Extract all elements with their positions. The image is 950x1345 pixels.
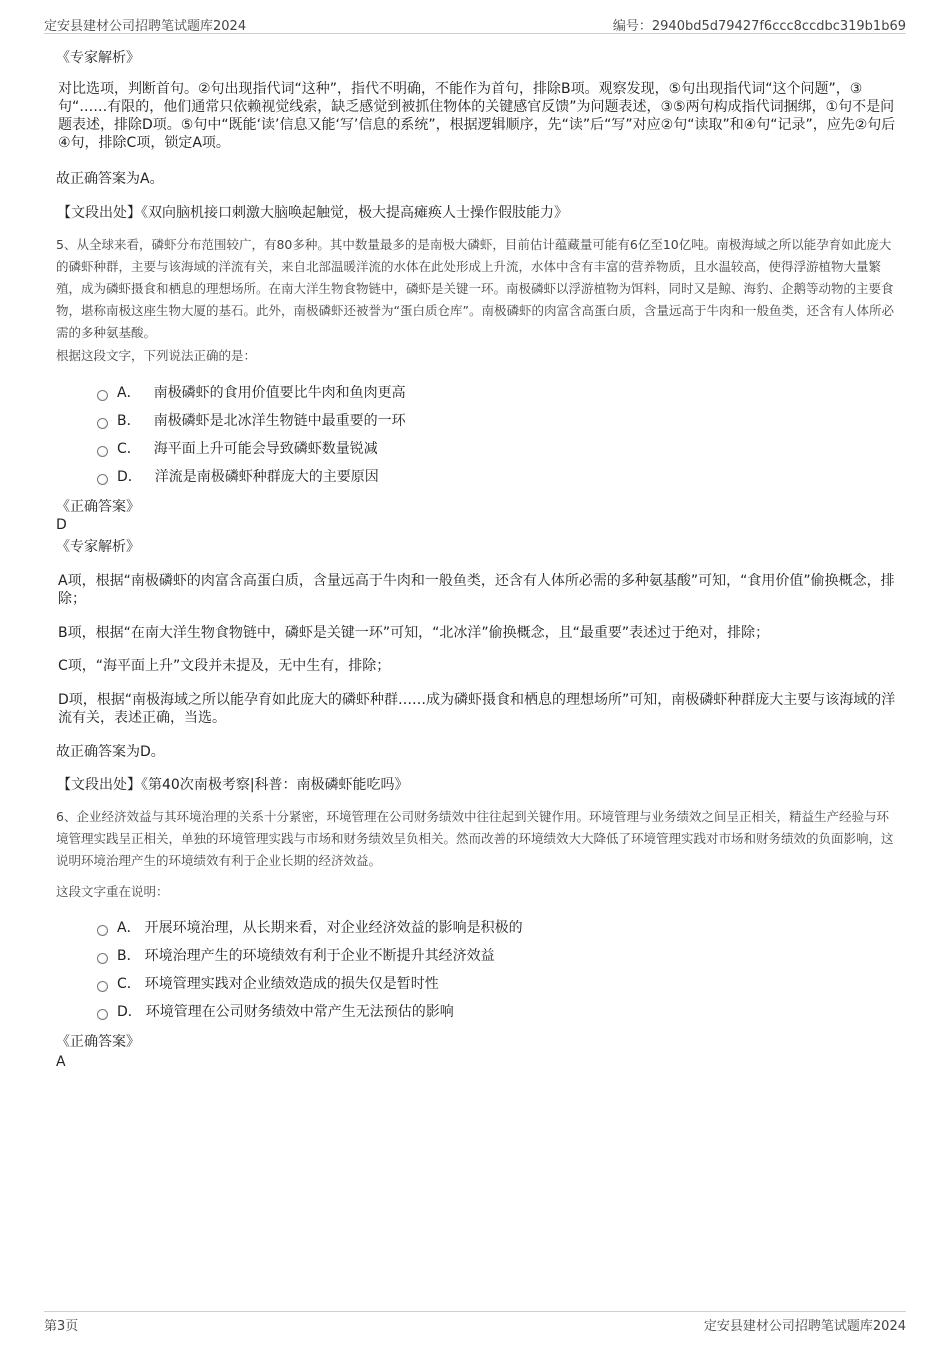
- q5-source: 【文段出处】《第40次南极考察|科普：南极磷虾能吃吗》: [57, 777, 409, 793]
- header-title: 定安县建材公司招聘笔试题库2024: [44, 19, 247, 34]
- radio-icon[interactable]: [97, 446, 108, 457]
- q6-answer: A: [56, 1054, 66, 1070]
- radio-icon[interactable]: [97, 390, 108, 401]
- q5-question: 根据这段文字，下列说法正确的是：: [56, 348, 257, 363]
- q4-source: 【文段出处】《双向脑机接口刺激大脑唤起触觉，极大提高瘫痪人士操作假肢能力》: [57, 205, 568, 221]
- page-footer: [44, 1311, 906, 1332]
- q6-stem: 6、企业经济效益与其环境治理的关系十分紧密，环境管理在公司财务绩效中往往起到关键作用。环境管理与业务绩效之间呈正相关，精益生产经验与环境管理实践呈正相关，单独的环境管理实践与市场和财务绩效呈负相关。然而改善的环境绩效大大降低了环境管理实践对市场和财务绩效的负面影响，这说明环境治理产生的环境绩效有利于企业长期的经济效益。: [56, 809, 894, 868]
- option-text: 南极磷虾是北冰洋生物链中最重要的一环: [153, 413, 406, 429]
- q5-answer-label: 《正确答案》: [56, 499, 140, 515]
- option-text: 环境管理在公司财务绩效中常产生无法预估的影响: [145, 1004, 454, 1020]
- option-text: 洋流是南极磷虾种群庞大的主要原因: [154, 469, 379, 485]
- q4-expert-label: 《专家解析》: [56, 50, 140, 66]
- q5-conclusion: 故正确答案为D。: [56, 744, 165, 760]
- q5-stem: 5、从全球来看，磷虾分布范围较广，有80多种。其中数量最多的是南极大磷虾，目前估计蕴藏量可能有6亿至10亿吨。南极海域之所以能孕育如此庞大的磷虾种群，主要与该海域的洋流有关，来自北部温暖洋流的水体在此处形成上升流，水体中含有丰富的营养物质，且水温较高，使得浮游植物大量繁殖，成为磷虾摄食和栖息的理想场所。在南大洋生物食物链中，磷虾是关键一环。南极磷虾以浮游植物为饵料，同时又是鲸、海豹、企鹅等动物的主要食物，堪称南极这座生物大厦的基石。此外，南极磷虾还被誉为“蛋白质仓库”。南极磷虾的肉富含高蛋白质，含量远高于牛肉和一般鱼类，还含有人体所必需的多种氨基酸。: [56, 237, 894, 340]
- q6-option-c[interactable]: [97, 974, 439, 994]
- option-text: 开展环境治理，从长期来看，对企业经济效益的影响是积极的: [144, 920, 523, 936]
- q5-expert-label: 《专家解析》: [56, 539, 140, 555]
- radio-icon[interactable]: [97, 474, 108, 485]
- radio-icon[interactable]: [97, 981, 108, 992]
- option-letter: B．: [117, 948, 141, 964]
- q5-option-a[interactable]: [97, 383, 406, 403]
- option-letter: B．: [117, 413, 141, 429]
- option-letter: A．: [117, 385, 141, 401]
- option-letter: A．: [117, 920, 141, 936]
- footer-title: 定安县建材公司招聘笔试题库2024: [703, 1319, 906, 1334]
- option-letter: C．: [117, 441, 141, 457]
- radio-icon[interactable]: [97, 925, 108, 936]
- q6-option-b[interactable]: [97, 946, 495, 966]
- option-letter: C．: [117, 976, 141, 992]
- option-text: 海平面上升可能会导致磷虾数量锐减: [153, 441, 378, 457]
- radio-icon[interactable]: [97, 418, 108, 429]
- q5-answer: D: [56, 517, 67, 533]
- option-text: 南极磷虾的食用价值要比牛肉和鱼肉更高: [153, 385, 406, 401]
- q6-option-a[interactable]: [97, 918, 523, 938]
- page-header: [44, 13, 906, 34]
- header-code: 编号：2940bd5d79427f6ccc8ccdbc319b1b69: [612, 19, 906, 34]
- q4-analysis: 对比选项，判断首句。②句出现指代词“这种”，指代不明确，不能作为首句，排除B项。观察发现，⑤句出现指代词“这个问题”，③句“……有限的，他们通常只依赖视觉线索，缺乏感觉到被抓住物体的关键感官反馈”为问题表述，③⑤两句构成指代词捆绑，①句不是问题表述，排除D项。⑤句中“既能‘读’信息又能‘写’信息的系统”，根据逻辑顺序，先“读”后“写”对应②句“读取”和④句“记录”，应先②句后④句，排除C项，锁定A项。: [58, 81, 896, 151]
- q5-analysis-c: C项，“海平面上升”文段并未提及，无中生有，排除；: [58, 658, 391, 674]
- radio-icon[interactable]: [97, 1009, 108, 1020]
- footer-page-number: 第3页: [44, 1319, 79, 1334]
- q5-analysis-b: B项，根据“在南大洋生物食物链中，磷虾是关键一环”可知，“北冰洋”偷换概念，且“最重要”表述过于绝对，排除；: [58, 625, 770, 641]
- q5-option-c[interactable]: [97, 439, 378, 459]
- q5-option-b[interactable]: [97, 411, 406, 431]
- q4-conclusion: 故正确答案为A。: [56, 171, 164, 187]
- option-letter: D．: [117, 469, 142, 485]
- q6-answer-label: 《正确答案》: [56, 1034, 140, 1050]
- option-text: 环境管理实践对企业绩效造成的损失仅是暂时性: [144, 976, 439, 992]
- option-text: 环境治理产生的环境绩效有利于企业不断提升其经济效益: [144, 948, 495, 964]
- option-letter: D．: [117, 1004, 142, 1020]
- q5-analysis-a: A项，根据“南极磷虾的肉富含高蛋白质，含量远高于牛肉和一般鱼类，还含有人体所必需的多种氨基酸”可知，“食用价值”偷换概念，排除；: [58, 573, 895, 607]
- q5-option-d[interactable]: [97, 467, 379, 487]
- q6-option-d[interactable]: [97, 1002, 454, 1022]
- q5-analysis-d: D项，根据“南极海域之所以能孕育如此庞大的磷虾种群……成为磷虾摄食和栖息的理想场所”可知，南极磷虾种群庞大主要与该海域的洋流有关，表述正确，当选。: [58, 692, 896, 726]
- q6-question: 这段文字重在说明：: [56, 884, 169, 899]
- radio-icon[interactable]: [97, 953, 108, 964]
